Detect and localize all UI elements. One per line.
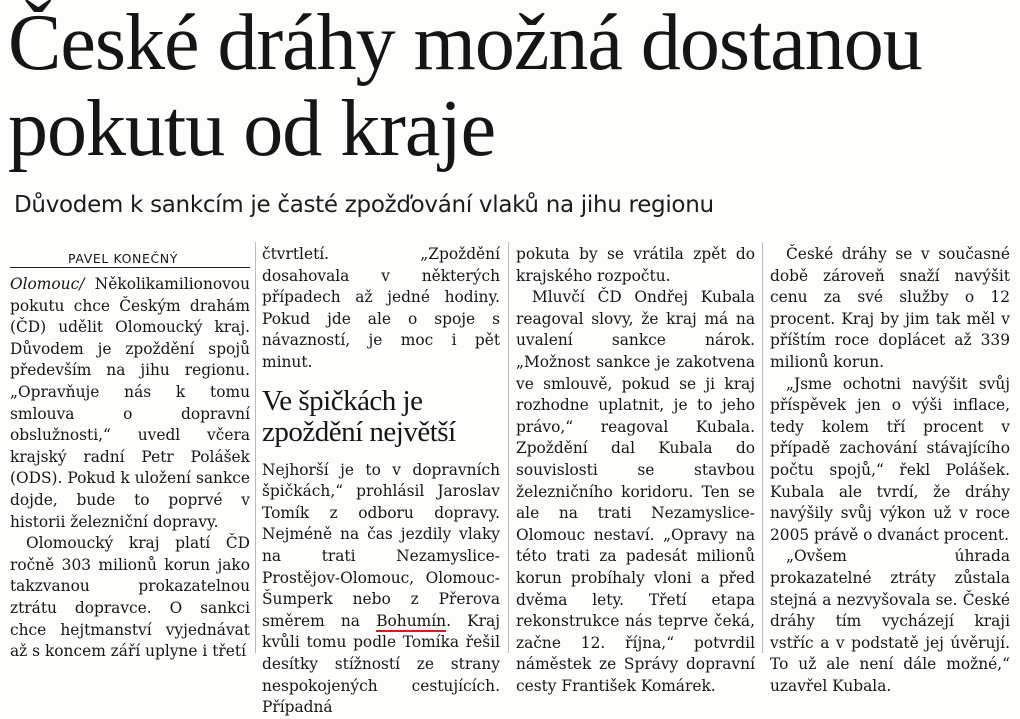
paragraph: „Ovšem úhrada prokazatelné ztráty zůstala stejná a nezvyšovala se. České dráhy tím vycházejí kraji vstříc a v podstatě jej úvěrují. To už ale není dále možné,“ uzavřel Kubala. — [770, 547, 1010, 695]
author-byline: PAVEL KONEČNÝ — [68, 251, 178, 266]
paragraph — [10, 274, 250, 533]
article-column-3 — [516, 244, 755, 695]
paragraph-text: . Kraj kvůli tomu podle Tomíka řešil desítky stížností ze strany nespokojených cestujících. Případná — [262, 611, 500, 717]
paragraph: České dráhy se v současné době zároveň snaží navýšit cenu za své služby o 12 procent. Kraj by jim tak měl v příštím roce doplácet až 339 milionů korun. — [770, 245, 1010, 371]
article-column-4 — [770, 244, 1010, 695]
paragraph: Mluvčí ČD Ondřej Kubala reagoval slovy, že kraj má na uvalení sankce nárok. „Možnost sankce je zakotvena ve smlouvě, pokud se ji kraj rozhodne uplatnit, je to jeho právo,“ reagoval Kubala. Zpoždění dal Kubala do souvislosti se stavbou železničního koridoru. Ten se ale na trati Nezamyslice-Olomouc nestaví. „Opravy na této trati za padesát milionů korun probíhaly vloni a před dvěma lety. Třetí etapa rekonstrukce nás teprve čeká, začne 12. října,“ potvrdil náměstek ze Správy dopravní cesty František Komárek. — [516, 288, 755, 695]
paragraph: „Jsme ochotni navýšit svůj příspěvek jen o výši inflace, tedy kolem tří procent v případě zachování stávajícího počtu spojů,“ řekl Polášek. Kubala ale tvrdí, že dráhy navýšily svůj výkon už v roce 2005 právě o dvanáct procent. — [770, 374, 1010, 544]
subheadline: Důvodem k sankcím je časté zpožďování vlaků na jihu regionu — [14, 192, 714, 218]
headline: České dráhy možná dostanou pokutu od kraje — [8, 0, 922, 173]
paragraph-text: Nejhorší je to v dopravních špičkách,“ prohlásil Jaroslav Tomík z odboru dopravy. Nejméně na čas jezdily vlaky na trati Nezamyslice-Prostějov-Olomouc, Olomouc-Šumperk nebo z Přerova směrem na — [262, 460, 500, 630]
column-divider — [255, 242, 256, 653]
paragraph: pokuta by se vrátila zpět do krajského rozpočtu. — [516, 245, 755, 285]
article-column-1 — [10, 244, 250, 661]
dateline-place: Olomouc/ — [10, 275, 85, 293]
column-divider — [762, 242, 763, 653]
article-column-2 — [262, 244, 500, 717]
paragraph: Olomoucký kraj platí ČD ročně 303 milionů korun jako takzvanou prokazatelnou ztrátu dopravce. O sankci chce hejtmanství vyjednávat až s koncem září uplyne i třetí — [10, 534, 250, 661]
underlined-word: Bohumín — [376, 611, 447, 630]
intertitle: Ve špičkách je zpoždění největší — [262, 384, 456, 448]
paragraph: čtvrtletí. „Zpoždění dosahovala v některých případech až jedné hodiny. Pokud jde ale o spoje s návazností, je moc i pět minut. — [262, 245, 500, 371]
byline-row — [10, 244, 250, 274]
paragraph-text: Několikamilionovou pokutu chce Českým drahám (ČD) udělit Olomoucký kraj. Důvodem je zpoždění spojů především na jihu regionu. „Opravňuje nás k tomu smlouva o dopravní obslužnosti,“ uvedl včera krajský radní Petr Polášek (ODS). Pokud k uložení sankce dojde, bude to poprvé v historii železniční dopravy. — [10, 275, 250, 531]
byline-rule — [10, 267, 250, 268]
column-divider — [508, 242, 509, 653]
paragraph — [262, 460, 500, 719]
